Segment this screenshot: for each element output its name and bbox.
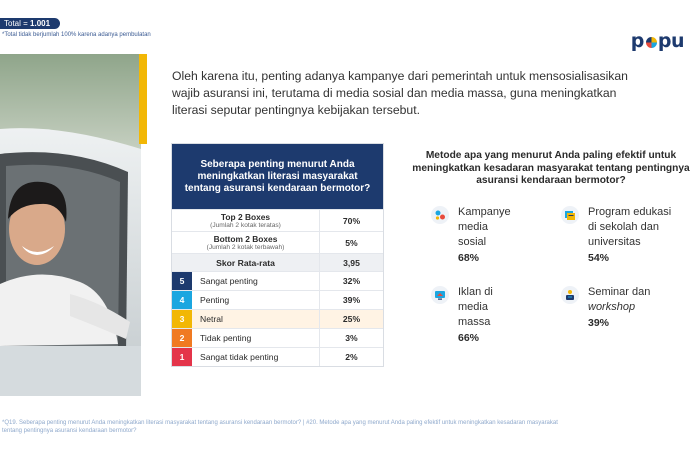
- scale-label: Penting: [200, 295, 230, 305]
- total-label: Total =: [4, 19, 31, 28]
- top-boxes-sub: (Jumlah 2 kotak teratas): [210, 222, 281, 229]
- bottom-boxes-value: 5%: [319, 232, 383, 253]
- method-line-2: workshop: [588, 301, 636, 313]
- scale-number: 4: [172, 291, 192, 309]
- average-row: [172, 253, 383, 271]
- scale-row-2: [172, 328, 383, 347]
- logo-dot-icon: [646, 37, 657, 48]
- method-education-program: [561, 205, 671, 266]
- logo-text-left: p: [630, 30, 644, 52]
- scale-number: 5: [172, 272, 192, 290]
- social-media-icon: [431, 206, 449, 224]
- method-percentage: 68%: [458, 252, 480, 264]
- table-title: Seberapa penting menurut Anda meningkatkan literasi masyarakat tentang asuransi kendaraan bermotor?: [172, 144, 383, 209]
- accent-bar: [139, 54, 147, 144]
- average-value: 3,95: [319, 254, 383, 271]
- method-line-1: Iklan di: [458, 286, 493, 298]
- scale-number: 1: [172, 348, 192, 366]
- total-value: 1.001: [30, 19, 51, 28]
- method-social-media: [431, 205, 511, 266]
- scale-number: 2: [172, 329, 192, 347]
- bottom-boxes-sub: (Jumlah 2 kotak terbawah): [206, 244, 285, 251]
- method-line-2: media: [458, 221, 488, 233]
- method-line-3: sosial: [458, 236, 487, 248]
- footnote: *Q19. Seberapa penting menurut Anda meningkatkan literasi masyarakat tentang asuransi kendaraan bermotor? | #20. Metode apa yang menurut Anda paling efektif untuk meningkatkan kesadaran masyarakat tentang pentingnya asuransi kendaraan bermotor?: [2, 420, 558, 434]
- driver-photo: [0, 54, 141, 396]
- scale-value: 39%: [319, 291, 383, 309]
- method-line-3: universitas: [588, 236, 641, 248]
- scale-value: 2%: [319, 348, 383, 366]
- intro-paragraph: Oleh karena itu, penting adanya kampanye dari pemerintah untuk mensosialisasikan wajib asuransi ini, terutama di media sosial dan media massa, guna meningkatkan literasi seputar pentingnya kebijakan tersebut.: [172, 69, 628, 117]
- average-label: Skor Rata-rata: [216, 257, 275, 268]
- top-boxes-row: [172, 209, 383, 231]
- scale-value: 25%: [319, 310, 383, 328]
- bottom-boxes-row: [172, 231, 383, 253]
- scale-row-5: [172, 271, 383, 290]
- scale-value: 32%: [319, 272, 383, 290]
- education-icon: [561, 206, 579, 224]
- method-line-1: Seminar dan: [588, 286, 651, 298]
- method-line-2: di sekolah dan: [588, 221, 659, 233]
- logo-text-right: pu: [657, 30, 684, 52]
- method-percentage: 66%: [458, 332, 480, 344]
- populix-logo: [631, 31, 684, 51]
- scale-value: 3%: [319, 329, 383, 347]
- scale-label: Sangat tidak penting: [200, 352, 279, 362]
- method-line-1: Kampanye: [458, 206, 511, 218]
- total-respondents-badge: [0, 18, 60, 29]
- top-boxes-value: 70%: [319, 210, 383, 231]
- method-mass-media-ads: [431, 285, 493, 346]
- method-percentage: 39%: [588, 317, 610, 329]
- scale-row-4: [172, 290, 383, 309]
- scale-number: 3: [172, 310, 192, 328]
- method-line-1: Program edukasi: [588, 206, 672, 218]
- method-seminar-workshop: [561, 285, 650, 331]
- bottom-boxes-label: Bottom 2 Boxes: [213, 234, 278, 244]
- scale-label: Netral: [200, 314, 223, 324]
- method-percentage: 54%: [588, 252, 610, 264]
- method-line-2: media: [458, 301, 488, 313]
- scale-row-3: [172, 309, 383, 328]
- scale-label: Sangat penting: [200, 276, 258, 286]
- method-line-3: massa: [458, 316, 491, 328]
- importance-table: [171, 143, 384, 367]
- methods-question: Metode apa yang menurut Anda paling efektif untuk meningkatkan kesadaran masyarakat tentang pentingnya asuransi kendaraan bermotor?: [412, 150, 690, 186]
- scale-label: Tidak penting: [200, 333, 252, 343]
- total-note: *Total tidak berjumlah 100% karena adanya pembulatan: [2, 32, 151, 38]
- mass-media-icon: [431, 286, 449, 304]
- seminar-icon: [561, 286, 579, 304]
- top-boxes-label: Top 2 Boxes: [220, 212, 271, 222]
- scale-row-1: [172, 347, 383, 366]
